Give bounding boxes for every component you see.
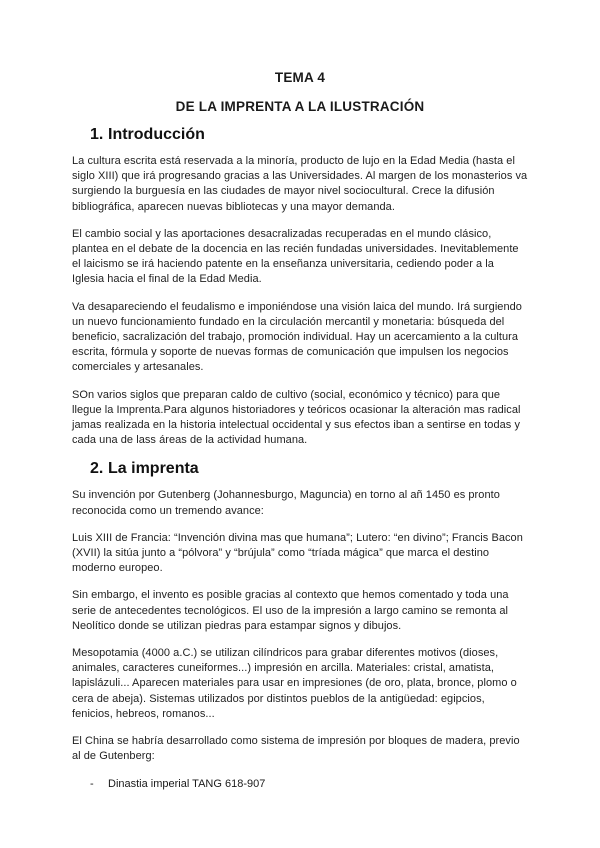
paragraph: El cambio social y las aportaciones desacralizadas recuperadas en el mundo clásico, plantea en el debate de la docencia en las recién fundadas universidades. Inevitablemente el laicismo se irá haciendo patente en la enseñanza universitaria, cediendo poder a la Iglesia hacia el final de la Edad Media.	[72, 227, 519, 286]
list-item-text: Dinastia imperial TANG 618-907	[108, 777, 266, 790]
paragraph: SOn varios siglos que preparan caldo de cultivo (social, económico y técnico) para que llegue la Imprenta.Para algunos historiadores y teóricos ocasionar la alteración mas radical jamas realizada en la historia intelectual occidental y sus efectos iban a sentirse en todas y cada una de lass áreas de la actividad humana.	[72, 388, 521, 447]
paragraph: El China se habría desarrollado como sistema de impresión por bloques de madera, previo al de Gutenberg:	[72, 735, 520, 763]
paragraph: Sin embargo, el invento es posible gracias al contexto que hemos comentado y toda una serie de antecedentes tecnológicos. El uso de la impresión a largo camino se remonta al Neolítico donde se utilizan piedras para estampar signos y dibujos.	[72, 589, 509, 632]
section-title: La imprenta	[108, 460, 199, 478]
paragraph: La cultura escrita está reservada a la minoría, producto de lujo en la Edad Media (hasta el siglo XIII) que irá progresando gracias a las Universidades. Al margen de los monasterios va surgiendo la burguesía en las ciudades de mayor nivel sociocultural. Crece la difusión bibliográfica, aparecen nuevas bibliotecas y una mayor demanda.	[72, 155, 528, 213]
paragraph: Va desapareciendo el feudalismo e imponiéndose una visión laica del mundo. Irá surgiendo un nuevo funcionamiento fundado en la circulación mercantil y monetaria: búsqueda del beneficio, sacralización del trabajo, promoción individual. Hay un acercamiento a la cultura escrita, fórmula y soporte de nuevas formas de comunicación que impulsen los negocios comerciales y artesanales.	[72, 300, 522, 374]
section-number: 2.	[90, 460, 104, 478]
section-number: 1.	[90, 126, 104, 143]
section-heading-la-imprenta	[90, 460, 528, 478]
section-heading-introduccion	[90, 126, 528, 144]
paragraph: Luis XIII de Francia: “Invención divina mas que humana”; Lutero: “en divino”; Francis Bacon (XVII) la sitúa junto a “pólvora” y “brújula” como “tríada mágica” que marca el destino moderno europeo.	[72, 531, 523, 575]
chapter-number: TEMA 4	[274, 70, 326, 85]
chapter-title: DE LA IMPRENTA A LA ILUSTRACIÓN	[175, 99, 425, 114]
section-title: Introducción	[108, 126, 205, 143]
list-item	[90, 777, 528, 792]
list-marker: -	[90, 777, 94, 790]
paragraph: Su invención por Gutenberg (Johannesburgo, Maguncia) en torno al añ 1450 es pronto reconocida como un tremendo avance:	[72, 489, 500, 517]
paragraph: Mesopotamia (4000 a.C.) se utilizan cilíndricos para grabar diferentes motivos (dioses, animales, caracteres cuneiformes...) impresión en arcilla. Materiales: cristal, amatista, lapislázuli... Aparecen materiales para usar en impresiones (de oro, plata, bronce, plomo o cera de abeja). Sistemas utilizados por distintos pueblos de la antigüedad: egipcios, fenicios, hebreos, romanos...	[72, 647, 517, 720]
